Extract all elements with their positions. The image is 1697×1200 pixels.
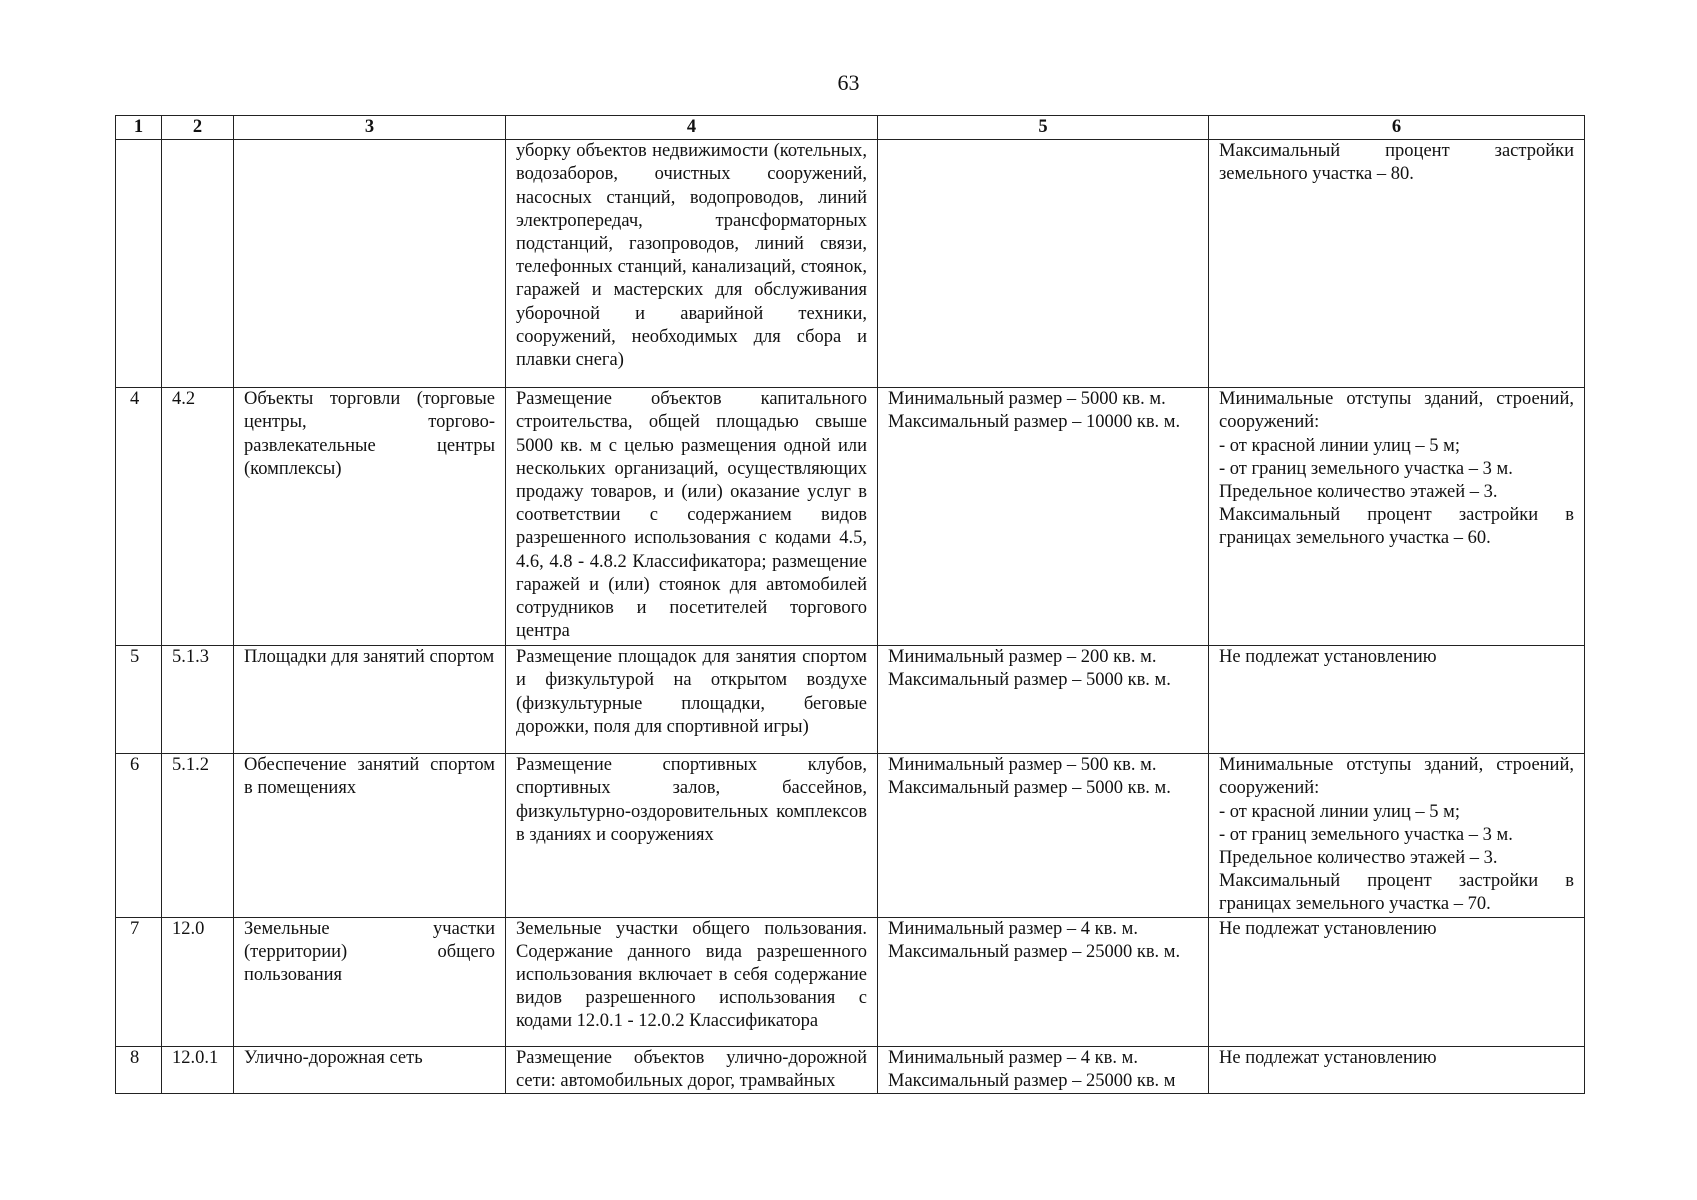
use-description-cell: уборку объектов недвижимости (котельных, водозаборов, очистных сооружений, насосных станций, водопроводов, линий электропередач, трансформаторных подстанций, газопроводов, линий связи, телефонных станций, канализаций, стоянок, гаражей и мастерских для обслуживания уборочной и аварийной техники, сооружений, необходимых для сбора и плавки снега)	[506, 140, 878, 388]
plot-size-cell	[878, 1046, 1209, 1093]
use-description-cell: Земельные участки общего пользования. Содержание данного вида разрешенного использования включает в себя содержание видов разрешенного использования с кодами 12.0.1 - 12.0.2 Классификатора	[506, 917, 878, 1046]
plot-size-line: Максимальный размер – 25000 кв. м	[888, 1070, 1176, 1091]
table-row	[116, 388, 1585, 646]
code-cell: 12.0.1	[162, 1046, 234, 1093]
code-cell	[162, 140, 234, 388]
use-description-cell: Размещение объектов улично-дорожной сети: автомобильных дорог, трамвайных	[506, 1046, 878, 1093]
plot-size-line: Максимальный размер – 25000 кв. м.	[888, 941, 1181, 962]
building-parameter-line: Минимальные отступы зданий, строений, сооружений:	[1219, 389, 1574, 433]
plot-size-line: Минимальный размер – 200 кв. м.	[888, 647, 1157, 668]
use-description-cell: Размещение объектов капитального строительства, общей площадью свыше 5000 кв. м с целью размещения одной или нескольких организаций, осуществляющих продажу товаров, и (или) оказание услуг в соответствии с содержанием видов разрешенного использования с кодами 4.5, 4.6, 4.8 - 4.8.2 Классификатора; размещение гаражей и (или) стоянок для автомобилей сотрудников и посетителей торгового центра	[506, 388, 878, 646]
use-description-cell: Размещение спортивных клубов, спортивных залов, бассейнов, физкультурно-оздоровительных комплексов в зданиях и сооружениях	[506, 754, 878, 917]
code-cell: 12.0	[162, 917, 234, 1046]
table-row	[116, 140, 1585, 388]
plot-size-cell	[878, 646, 1209, 754]
building-parameter-line: Не подлежат установлению	[1219, 647, 1437, 668]
row-number-cell: 7	[116, 917, 162, 1046]
building-parameter-line: - от границ земельного участка – 3 м.	[1219, 458, 1513, 479]
column-header-5: 5	[878, 116, 1209, 140]
building-parameters-cell	[1209, 754, 1585, 917]
column-header-3: 3	[234, 116, 506, 140]
use-name-cell: Объекты торговли (торговые центры, торгово-развлекательные центры (комплексы)	[234, 388, 506, 646]
building-parameter-line: Максимальный процент застройки земельного участка – 80.	[1219, 141, 1574, 185]
code-cell: 5.1.3	[162, 646, 234, 754]
plot-size-line: Минимальный размер – 4 кв. м.	[888, 918, 1138, 939]
use-name-cell: Площадки для занятий спортом	[234, 646, 506, 754]
use-name-cell: Улично-дорожная сеть	[234, 1046, 506, 1093]
row-number-cell: 6	[116, 754, 162, 917]
building-parameter-line: - от красной линии улиц – 5 м;	[1219, 801, 1460, 822]
column-header-1: 1	[116, 116, 162, 140]
column-header-6: 6	[1209, 116, 1585, 140]
table-row	[116, 1046, 1585, 1093]
code-cell: 5.1.2	[162, 754, 234, 917]
use-name-cell: Обеспечение занятий спортом в помещениях	[234, 754, 506, 917]
plot-size-line: Максимальный размер – 10000 кв. м.	[888, 412, 1181, 433]
use-description-cell: Размещение площадок для занятия спортом и физкультурой на открытом воздухе (физкультурные площадки, беговые дорожки, поля для спортивной игры)	[506, 646, 878, 754]
building-parameter-line: Максимальный процент застройки в границах земельного участка – 60.	[1219, 505, 1574, 549]
building-parameter-line: Предельное количество этажей – 3.	[1219, 482, 1498, 503]
plot-size-cell	[878, 917, 1209, 1046]
plot-size-cell	[878, 140, 1209, 388]
table-row	[116, 917, 1585, 1046]
use-name-cell: Земельные участки (территории) общего пользования	[234, 917, 506, 1046]
code-cell: 4.2	[162, 388, 234, 646]
land-use-table	[115, 115, 1585, 1094]
building-parameters-cell	[1209, 917, 1585, 1046]
building-parameter-line: Минимальные отступы зданий, строений, сооружений:	[1219, 755, 1574, 799]
plot-size-line: Минимальный размер – 500 кв. м.	[888, 755, 1157, 776]
column-header-2: 2	[162, 116, 234, 140]
table-row	[116, 754, 1585, 917]
table-row	[116, 646, 1585, 754]
building-parameter-line: Предельное количество этажей – 3.	[1219, 848, 1498, 869]
building-parameter-line: Не подлежат установлению	[1219, 1047, 1437, 1068]
building-parameter-line: Максимальный процент застройки в границах земельного участка – 70.	[1219, 871, 1574, 915]
building-parameters-cell	[1209, 140, 1585, 388]
building-parameters-cell	[1209, 1046, 1585, 1093]
plot-size-cell	[878, 388, 1209, 646]
plot-size-line: Максимальный размер – 5000 кв. м.	[888, 778, 1171, 799]
building-parameters-cell	[1209, 646, 1585, 754]
building-parameter-line: - от границ земельного участка – 3 м.	[1219, 824, 1513, 845]
page-number: 63	[837, 70, 860, 95]
table-header-row	[116, 116, 1585, 140]
row-number-cell: 8	[116, 1046, 162, 1093]
building-parameters-cell	[1209, 388, 1585, 646]
use-name-cell	[234, 140, 506, 388]
row-number-cell: 5	[116, 646, 162, 754]
plot-size-line: Максимальный размер – 5000 кв. м.	[888, 670, 1171, 691]
plot-size-cell	[878, 754, 1209, 917]
building-parameter-line: - от красной линии улиц – 5 м;	[1219, 435, 1460, 456]
building-parameter-line: Не подлежат установлению	[1219, 918, 1437, 939]
column-header-4: 4	[506, 116, 878, 140]
plot-size-line: Минимальный размер – 4 кв. м.	[888, 1047, 1138, 1068]
plot-size-line: Минимальный размер – 5000 кв. м.	[888, 389, 1166, 410]
row-number-cell	[116, 140, 162, 388]
row-number-cell: 4	[116, 388, 162, 646]
